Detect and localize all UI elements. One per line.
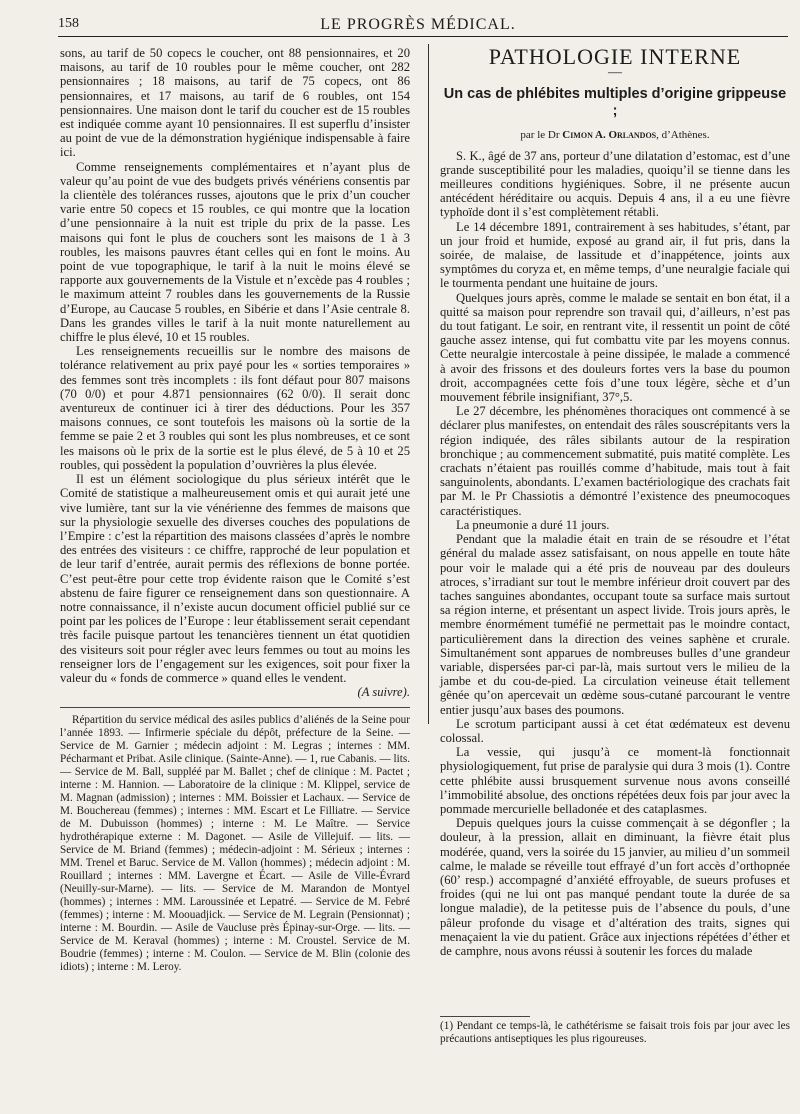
to-be-continued: (A suivre). [357, 685, 410, 700]
right-paragraph: Quelques jours après, comme le malade se sentait en bon état, il a quitté sa maison pour reprendre son travail qui, d’ailleurs, n’est pas du tout fatigant. Le soir, en rentrant vite, il ressentit un point de côté gauche assez intense, qui fut combattu vite par les moyens connus. Cette neuralgie intercostale à peine dissipée, le malade a commencé à avoir des frissons et des douleurs fortes vers la base du poumon droit, accompagnées cette fois d’une toux légère, sèche et d’un mouvement fébrile insignifiant, 37°,5. [440, 290, 790, 405]
left-paragraph: Les renseignements recueillis sur le nombre des maisons de tolérance relativement au prix payé pour les « sorties temporaires » des femmes sont très incomplets : ils font défaut pour 807 maisons (70 0/0) et pour 4.871 pensionnaires (62 0/0). Il serait donc aventureux de continuer ici à tirer des déductions. Pour les 357 maisons connues, ce sont toutefois les maisons où la sortie de la femme se paie 2 et 3 roubles qui sont les plus nombreuses, et ce sont les maisons où le prix de la sortie est le plus élevé, de 5 à 10 et 25 roubles, qui possèdent la population d’ouvrières la plus élevée. [60, 344, 410, 472]
right-column [440, 46, 790, 958]
running-head: LE PROGRÈS MÉDICAL. [320, 16, 516, 33]
right-paragraph: Pendant que la maladie était en train de se résoudre et l’état général du malade assez satisfaisant, on nous appelle en toute hâte pour voir le malade qui a été pris de nouveau par des douleurs atroces, s’irradiant sur tout le membre inférieur droit couvert par des taches sanguines abondantes, occupant toute sa surface mais surtout sa région interne, et présentant un aspect livide. Trois jours après, le membre énormément tuméfié ne permettait pas le moindre contact, particulièrement dans la direction des veines saphène et crurale. Simultanément sont apparues de nombreuses bulles d’une grandeur variable, dispersées par-ci par-là, mais surtout vers le milieu de la jambe et du cou-de-pied. La circulation veineuse était tellement gênée qu’on apercevait un œdème sous-cutané parcourant le ventre entier jusqu’aux bases des poumons. [440, 532, 790, 717]
byline-prefix: par le Dr [520, 129, 560, 142]
annex-text: Répartition du service médical des asiles publics d’aliénés de la Seine pour l’année 1893. — Infirmerie spéciale du dépôt, préfecture de la Seine. — Service de M. Garnier ; médecin adjoint : M. Legras ; internes : MM. Pécharmant et Pribat. Asile clinique. (Sainte-Anne). — 1, rue Cabanis. — lits. — Service de M. Ball, suppléé par M. Ballet ; chef de clinique : M. Pactet ; interne : M. Hannion. — Laboratoire de la clinique : M. Klippel, service de M. Magnan (admission) ; internes : MM. Boissier et Lachaux. — Service de M. Bouchereau (femmes) ; internes : MM. Escart et Le Filliatre. — Service de M. Dubuisson (hommes) ; interne : M. Le Maître. — Service hydrothérapique externe : M. Dagonet. — Asile de Villejuif. — lits. — Service de M. Briand (femmes) ; médecin-adjoint : M. Sérieux ; internes : MM. Trenel et Baruc. Service de M. Vallon (hommes) ; médecin adjoint : M. Rouillard ; internes : MM. Lavergne et Écart. — Asile de Ville-Évrard (Neuilly-sur-Marne). — lits. — Service de M. Marandon de Montyel (hommes) ; internes : MM. Laroussinée et Lepatré. — Service de M. Febré (femmes) ; interne : M. Moouadjick. — Service de M. Legrain (Pensionnat) ; interne : M. Bourdin. — Asile de Vaucluse près Épinay-sur-Orge. — lits. — Service de M. Keraval (hommes) ; interne : M. Croustel. Service de M. Boudrie (femmes) ; interne : M. Coulon. — Service de M. Blin (colonie des idiots) ; interne : M. Leroy. [60, 714, 410, 974]
left-paragraph: Comme renseignements complémentaires et n’ayant plus de valeur qu’au point de vue des budgets privés vénériens consentis par la clientèle des tolérances russes, ajoutons que le prix d’un coucher varie entre 50 copecs et 15 roubles, ce qui montre que la location d’une pensionnaire à la nuit est triple du prix de la passe. Les maisons qui font le plus de couchers sont les maisons de 1 à 3 roubles, les maisons pauvres étant celles qui en font le moins. Au point de vue topographique, le tarif à la nuit le moins élevé se rapporte aux gouvernements de la Vistule et n’excède pas 4 roubles ; le maximum atteint 7 roubles dans les gouvernements de la Russie d’Europe, au Caucase 5 roubles, en Sibérie et dans l’Asie centrale 8. Dans les grandes villes le tarif à la nuit monte naturellement au chiffre le plus élevé, 10 et 15 roubles. [60, 159, 410, 345]
footnote: (1) Pendant ce temps-là, le cathétérisme se faisait trois fois par jour avec les précautions antiseptiques les plus rigoureuses. [440, 1020, 790, 1045]
byline-author: Cimon A. Orlandos [562, 129, 657, 142]
left-paragraph: sons, au tarif de 50 copecs le coucher, ont 88 pensionnaires, et 20 maisons, au tarif de 10 roubles pour le même coucher, ont 282 pensionnaires ; 18 maisons, au tarif de 75 copecs, ont 86 pensionnaires, et 17 maisons, au tarif de 6 roubles, ont 154 pensionnaires. Une maison dont le tarif du coucher est de 15 roubles est indiquée comme ayant 10 pensionnaires. Il est superflu d’insister au point de vue de la démonstration hygiénique indispensable à faire ici. [60, 46, 410, 160]
left-paragraph: Il est un élément sociologique du plus sérieux intérêt que le Comité de statistique a malheureusement omis et qui aurait jeté une vive lumière, tant sur la vie vénérienne des femmes de maisons que sur la physiologie sexuelle des diverses couches des populations de l’Empire : c’est la répartition des maisons classées d’après le nombre des entrées des visiteurs : ce chiffre, rapproché de leur population et de leur tarif d’entrée, aurait permis des réflexions de bonne portée. C’est peut-être pour cette trop évidente raison que le Comité s’est abstenu de faire figurer ce renseignement dans son questionnaire. A notre connaissance, il n’existe aucun document officiel publié sur ce point par les polices de l’Europe : leur établissement serait cependant très facile puisque partout les tenancières tiennent un état quotidien des visiteurs soit pour régler avec leurs femmes ou tout au moins les renseigner lors de l’engagement sur les exigences, soit pour fixer la valeur du « fonds de commerce » quand elles le vendent. [60, 472, 410, 685]
right-paragraph: Le scrotum participant aussi à cet état œdémateux est devenu colossal. [440, 716, 790, 745]
article-title: Un cas de phlébites multiples d’origine grippeuse ; [443, 86, 787, 120]
right-paragraph: Le 27 décembre, les phénomènes thoraciques ont commencé à se déclarer plus manifestes, on entendait des râles souscrépitants vers la région indiquée, des râles sibilants autour de la respiration bronchique ; au commencement submatité, puis matité complète. Les crachats n’étaient pas rouillés comme d’habitude, mais tout à fait sanguinolents, abondants. L’examen bactériologique des crachats fait par M. le Pr Chassiotis a démontré l’existence des pneumocoques caractéristiques. [440, 404, 790, 518]
column-divider [428, 44, 429, 724]
byline [440, 128, 790, 142]
section-title: PATHOLOGIE INTERNE [488, 44, 742, 69]
footnote-rule [440, 1016, 530, 1017]
header-rule [58, 36, 788, 37]
right-paragraph: La vessie, qui jusqu’à ce moment-là fonctionnait physiologiquement, fut prise de paralysie qui dura 3 mois (1). Contre cette phlébite aussi brusquement survenue nous avons conseillé l’immobilité absolue, des onctions répétées deux fois par jour avec la pommade mercurielle belladonée et des cataplasmes. [440, 745, 790, 816]
section-separator [60, 707, 410, 708]
right-paragraph: S. K., âgé de 37 ans, porteur d’une dilatation d’estomac, est d’une grande susceptibilité pour les maladies, quoiqu’il se tienne dans les meilleures conditions hygiéniques. Sobre, il ne présente aucun antécédent héréditaire ou acquis. Depuis 4 ans, il a eu une fièvre typhoïde dont il s’est complètement rétabli. [440, 148, 790, 220]
page-number: 158 [58, 16, 79, 31]
left-column [60, 46, 410, 974]
right-paragraph: Depuis quelques jours la cuisse commençait à se dégonfler ; la douleur, à la pression, allait en diminuant, la fièvre était plus modérée, quand, vers la soirée du 15 janvier, au milieu d’un sommeil calme, le malade se réveille tout effrayé d’un fort accès d’orthopnée (60’ resp.) accompagné d’anxiété effroyable, de sueurs profuses et froides (qui ne lui ont pas manqué pendant toute la durée de sa longue maladie), de la petitesse puis de l’absence du pouls, d’une pâleur profonde du visage et d’altération des traits, signes qui menaçaient la vie du patient. Grâce aux injections répétées d’éther et de camphre, nous avons réussi à soutenir les forces du malade [440, 816, 790, 958]
section-dash: — [608, 65, 622, 81]
right-paragraph: Le 14 décembre 1891, contrairement à ses habitudes, s’étant, par un jour froid et humide, exposé au grand air, il fut pris, dans la soirée, de malaise, de lassitude et d’inappétence, joints aux symptômes du coryza et, en même temps, d’une neuralgie faciale qui le tourmenta pendant une huitaine de jours. [440, 219, 790, 291]
right-paragraph: La pneumonie a duré 11 jours. [456, 517, 610, 532]
byline-suffix: , d’Athènes. [656, 129, 710, 142]
annex-notice [60, 714, 410, 974]
page-header [58, 8, 778, 34]
